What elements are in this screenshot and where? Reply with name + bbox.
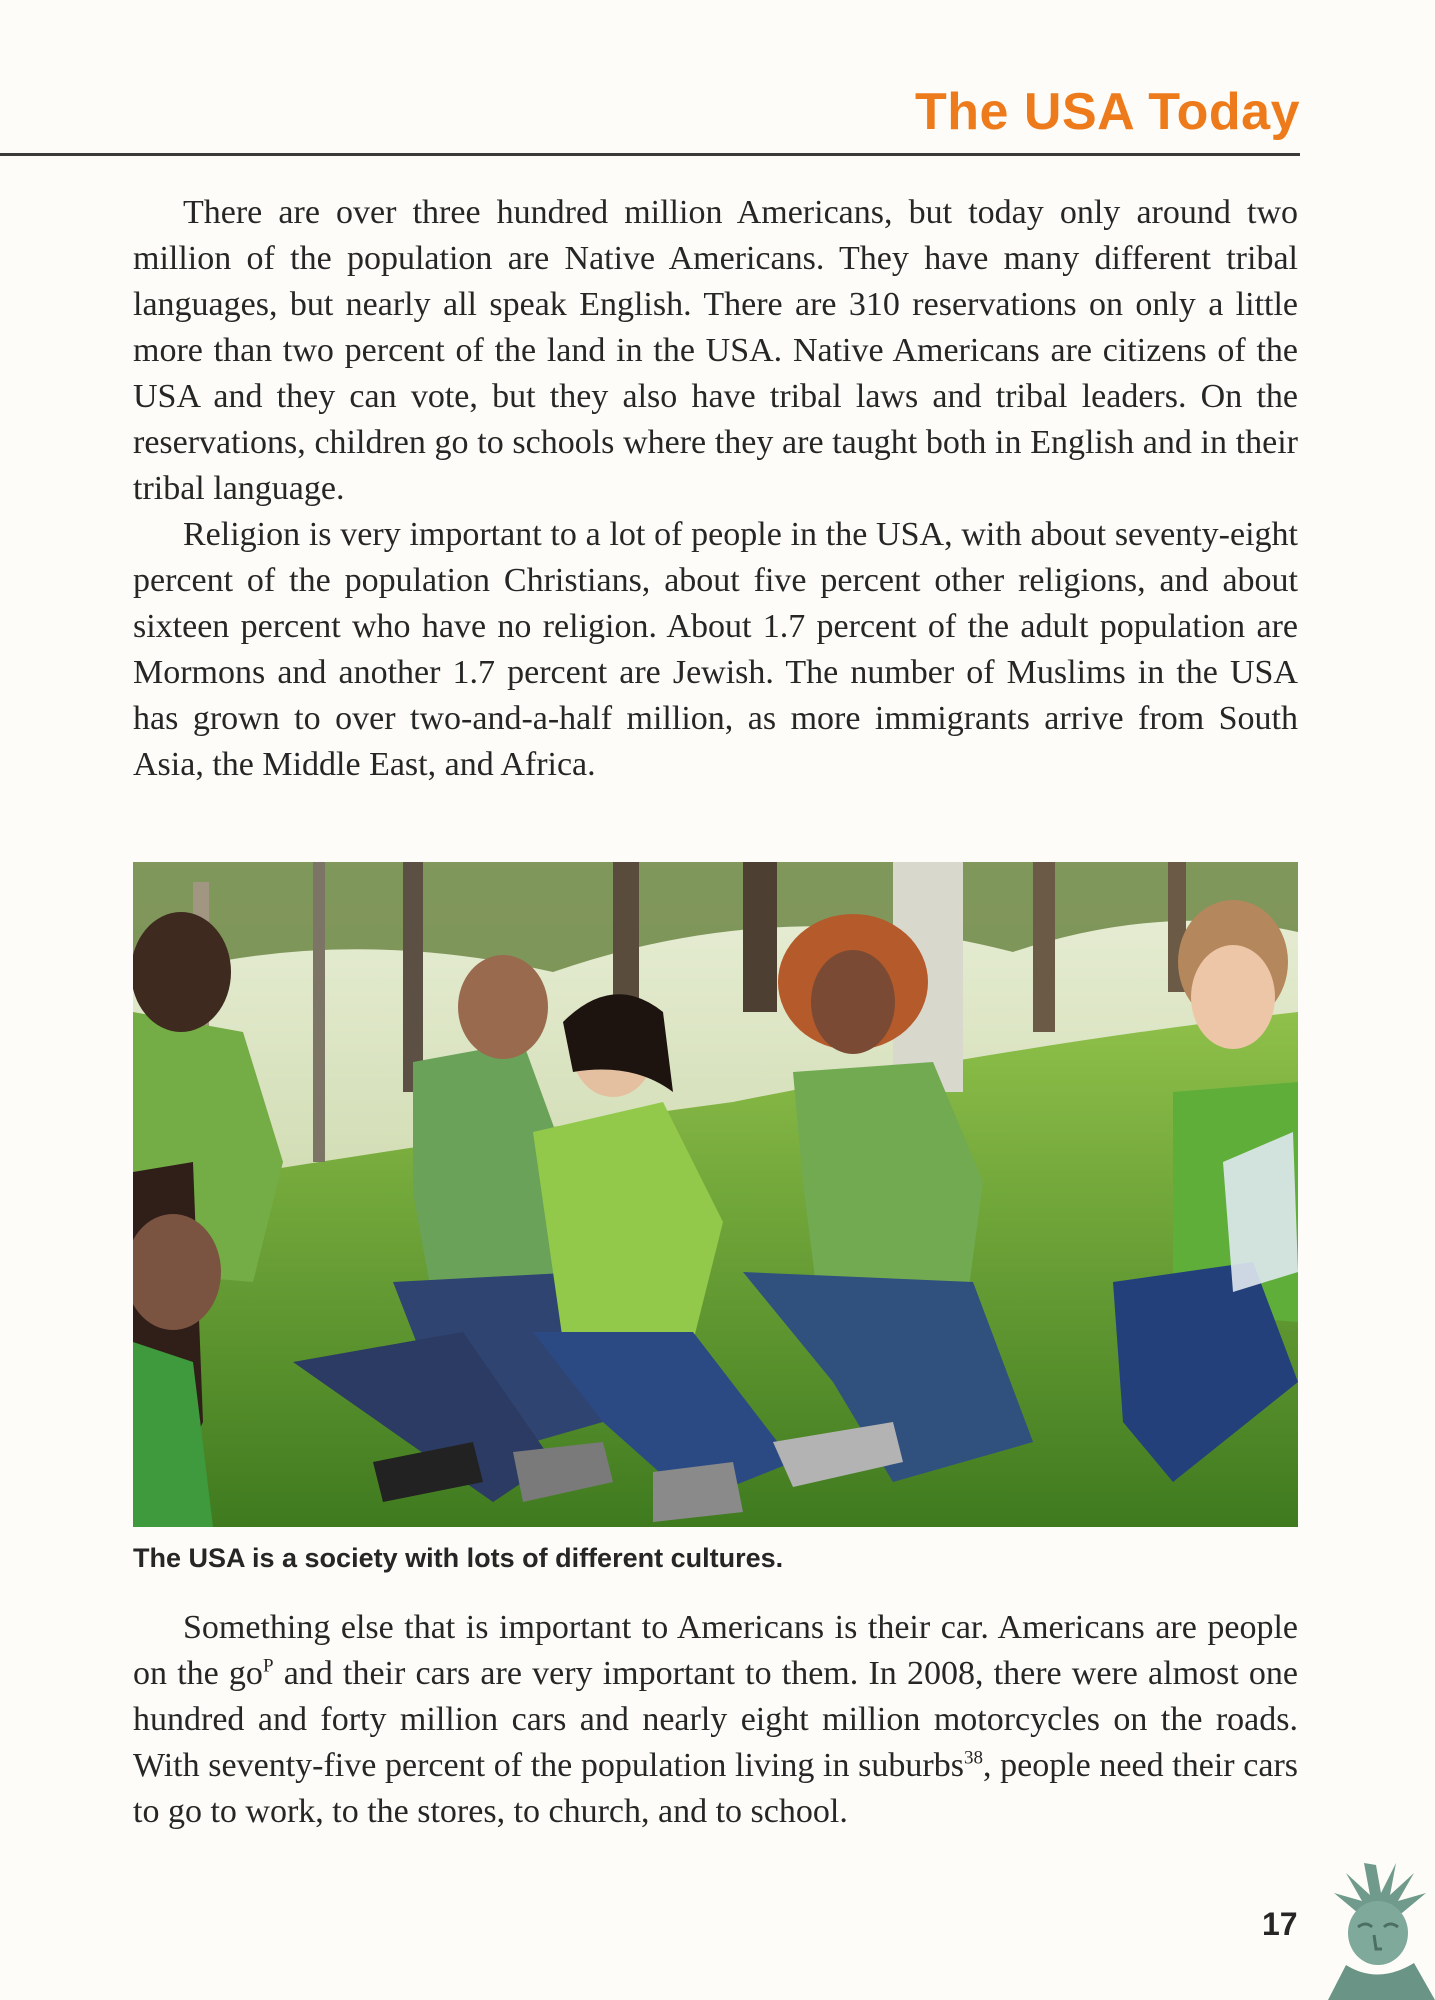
paragraph-cars — [133, 1605, 1298, 1835]
photo-caption: The USA is a society with lots of different cultures. — [133, 1543, 784, 1573]
paragraph-cars-text-1: Something else that is important to Americans is their car. Americans are people on the go — [133, 1609, 1298, 1692]
paragraph-native-americans: There are over three hundred million Americans, but today only around two million of the population are Native Americans. They have many different tribal languages, but nearly all speak English. There are 310 reservations on only a little more than two percent of the land in the USA. Native Americans are citizens of the USA and they can vote, but they also have tribal laws and tribal leaders. On the reservations, children go to schools where they are taught both in English and in their tribal language. — [133, 194, 1298, 507]
page-number: 17 — [1262, 1906, 1298, 1942]
statue-of-liberty-icon — [1318, 1855, 1435, 2000]
footnote-marker-p: P — [262, 1655, 274, 1677]
footnote-marker-38: 38 — [963, 1747, 983, 1769]
header-rule — [0, 153, 1300, 156]
group-photo-illustration — [133, 862, 1298, 1527]
paragraph-religion: Religion is very important to a lot of people in the USA, with about seventy-eight percent of the population Christians, about five percent other religions, and about sixteen percent who have no religion. About 1.7 percent of the adult population are Mormons and another 1.7 percent are Jewish. The number of Muslims in the USA has grown to over two-and-a-half million, as more immigrants arrive from South Asia, the Middle East, and Africa. — [133, 516, 1298, 783]
body-text-bottom — [133, 1605, 1298, 1835]
body-text-top — [133, 190, 1298, 788]
group-photo — [133, 862, 1298, 1527]
page-title: The USA Today — [915, 83, 1300, 141]
paragraph-cars-text-2: and their cars are very important to them. In 2008, there were almost one hundred and forty million cars and nearly eight million motorcycles on the roads. With seventy-five percent of the population living in suburbs — [133, 1655, 1298, 1784]
paragraph-cars-text-3: , people need their cars to go to work, to the stores, to church, and to school. — [133, 1747, 1298, 1830]
